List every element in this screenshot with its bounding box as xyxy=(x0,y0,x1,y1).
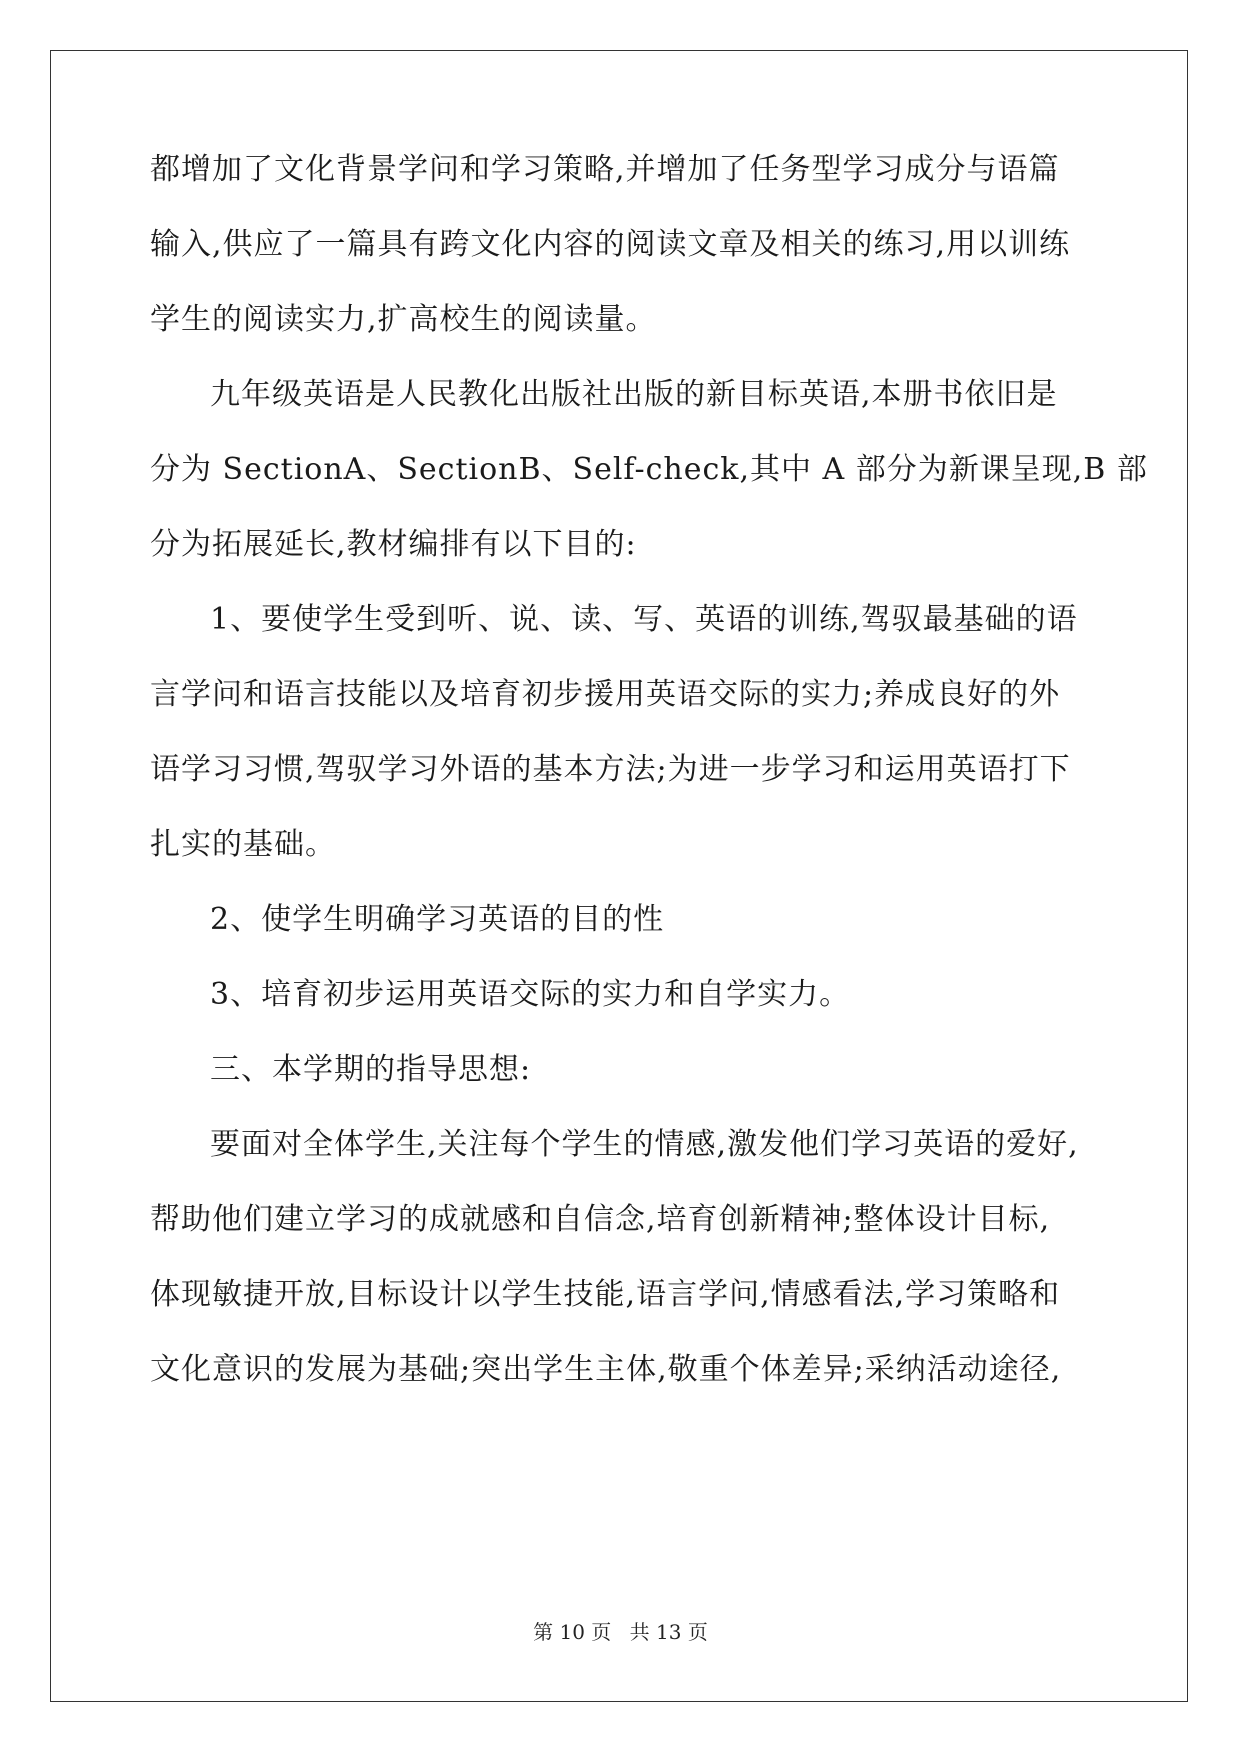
paragraph-start-line: 九年级英语是人民教化出版社出版的新目标英语,本册书依旧是 xyxy=(210,377,1058,412)
list-item-3-line: 3、培育初步运用英语交际的实力和自学实力。 xyxy=(210,977,851,1012)
body-line: 输入,供应了一篇具有跨文化内容的阅读文章及相关的练习,用以训练 xyxy=(150,227,1071,262)
body-line: 帮助他们建立学习的成就感和自信念,培育创新精神;整体设计目标, xyxy=(150,1202,1051,1237)
body-line: 体现敏捷开放,目标设计以学生技能,语言学问,情感看法,学习策略和 xyxy=(150,1277,1061,1312)
body-line: 言学问和语言技能以及培育初步援用英语交际的实力;养成良好的外 xyxy=(150,677,1061,712)
page-total: 共 13 页 xyxy=(629,1620,708,1644)
list-item-2-line: 2、使学生明确学习英语的目的性 xyxy=(210,902,665,937)
paragraph-start-line: 要面对全体学生,关注每个学生的情感,激发他们学习英语的爱好, xyxy=(210,1127,1079,1162)
page-border xyxy=(50,50,1188,1702)
page-number: 第 10 页 xyxy=(533,1620,612,1644)
body-line: 都增加了文化背景学问和学习策略,并增加了任务型学习成分与语篇 xyxy=(150,152,1060,187)
body-line: 扎实的基础。 xyxy=(150,827,336,862)
body-line: 分为拓展延长,教材编排有以下目的: xyxy=(150,527,637,562)
body-line: 学生的阅读实力,扩高校生的阅读量。 xyxy=(150,302,657,337)
list-item-1-line: 1、要使学生受到听、说、读、写、英语的训练,驾驭最基础的语 xyxy=(210,602,1078,637)
body-line: 语学习习惯,驾驭学习外语的基本方法;为进一步学习和运用英语打下 xyxy=(150,752,1071,787)
body-line: 文化意识的发展为基础;突出学生主体,敬重个体差异;采纳活动途径, xyxy=(150,1352,1062,1387)
section-heading: 三、本学期的指导思想: xyxy=(210,1052,532,1087)
page-footer xyxy=(0,1620,1241,1644)
body-line: 分为 SectionA、SectionB、Self-check,其中 A 部分为新课呈现,B 部 xyxy=(150,452,1148,487)
